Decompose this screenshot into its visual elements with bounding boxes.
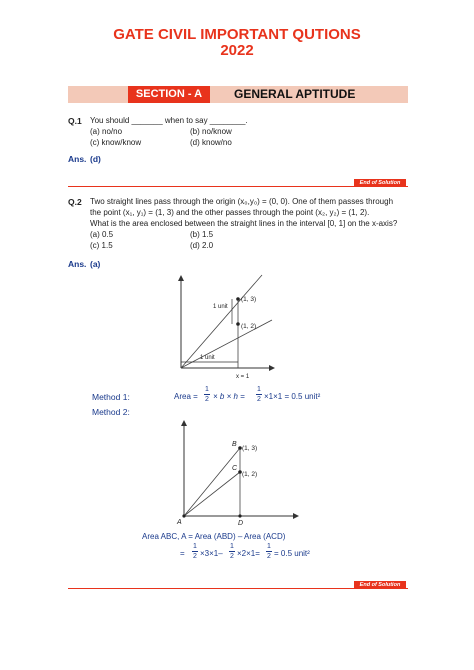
q2-option-c: (c) 1.5	[90, 241, 113, 250]
area-abc-f1-num: 1	[193, 543, 197, 550]
fig1-line-13	[181, 275, 262, 368]
area-abc-f2-num: 1	[230, 543, 234, 550]
area-abc-f2-den: 2	[230, 553, 234, 560]
area-abc-line1: Area ABC, A = Area (ABD) – Area (ACD)	[142, 532, 286, 541]
area-abc-eq: =	[180, 549, 185, 558]
fig2-point-A	[182, 514, 185, 517]
q1-answer-label: Ans.	[68, 154, 87, 164]
method1-half-den: 2	[205, 396, 209, 403]
fig2-label-12: (1, 2)	[242, 471, 258, 478]
fig1-point-13	[236, 297, 240, 301]
method1-label: Method 1:	[92, 392, 130, 402]
method1-expr: × b × h =	[213, 392, 245, 401]
fig2-line-AC	[184, 472, 240, 516]
fig2-label-A: A	[177, 519, 182, 526]
q2-option-b: (b) 1.5	[190, 230, 214, 239]
q2-line2: the point (x₁, y₁) = (1, 3) and the other passes through the point (x₂, y₂) = (1, 2).	[90, 208, 370, 217]
q1-stem: You should _______ when to say ________.	[90, 116, 248, 125]
area-abc-tail: = 0.5 unit²	[274, 549, 310, 558]
end-of-solution-2: End of Solution	[354, 581, 406, 589]
fig2-label-C: C	[232, 465, 238, 472]
method1-half2-num: 1	[257, 386, 261, 393]
q1-option-b: (b) no/know	[190, 127, 232, 136]
figure-1	[160, 268, 280, 386]
method2-label: Method 2:	[92, 407, 130, 417]
method1-area-prefix: Area =	[174, 392, 198, 401]
fig1-label-12: (1, 2)	[241, 323, 257, 330]
end-of-solution-1: End of Solution	[354, 179, 406, 187]
q1-option-c: (c) know/know	[90, 138, 142, 147]
page-title-line2: 2022	[220, 42, 254, 59]
area-abc-mid: ×3×1–	[200, 549, 223, 558]
area-abc-f3-num: 1	[267, 543, 271, 550]
fig2-line-AB	[184, 448, 240, 516]
q2-option-d: (d) 2.0	[190, 241, 214, 250]
method1-half-num: 1	[205, 386, 209, 393]
q2-option-a: (a) 0.5	[90, 230, 114, 239]
q1-answer: (d)	[90, 154, 101, 164]
fig1-line-12	[181, 320, 272, 368]
fig2-point-D	[238, 514, 241, 517]
fig1-unit-h: 1 unit	[200, 355, 215, 361]
fig1-x-eq: x = 1	[236, 374, 250, 380]
section-tag: SECTION - A	[128, 86, 210, 103]
q2-answer-label: Ans.	[68, 259, 87, 269]
section-name: GENERAL APTITUDE	[234, 87, 356, 101]
fig1-label-13: (1, 3)	[241, 296, 257, 303]
fig2-label-D: D	[238, 520, 244, 527]
area-abc-f1-den: 2	[193, 553, 197, 560]
q2-line3: What is the area enclosed between the straight lines in the interval [0, 1] on the x-axis?	[90, 219, 398, 228]
fig2-label-13: (1, 3)	[242, 445, 258, 452]
fig1-unit-v: 1 unit	[213, 304, 228, 310]
q2-answer: (a)	[90, 259, 101, 269]
method1-expr2: ×1×1 = 0.5 unit²	[264, 392, 321, 401]
area-abc-mid2: ×2×1=	[237, 549, 260, 558]
q1-number: Q.1	[68, 116, 82, 126]
q2-line1: Two straight lines pass through the origin (x₀,y₀) = (0, 0). One of them passes through	[90, 197, 394, 206]
q2-number: Q.2	[68, 197, 82, 207]
q1-option-a: (a) no/no	[90, 127, 123, 136]
method1-half2-den: 2	[257, 396, 261, 403]
page-title-line1: GATE CIVIL IMPORTANT QUTIONS	[113, 26, 361, 43]
figure-2	[168, 418, 300, 528]
q1-option-d: (d) know/no	[190, 138, 232, 147]
fig2-label-B: B	[232, 441, 237, 448]
fig1-point-12	[236, 322, 240, 326]
area-abc-f3-den: 2	[267, 553, 271, 560]
